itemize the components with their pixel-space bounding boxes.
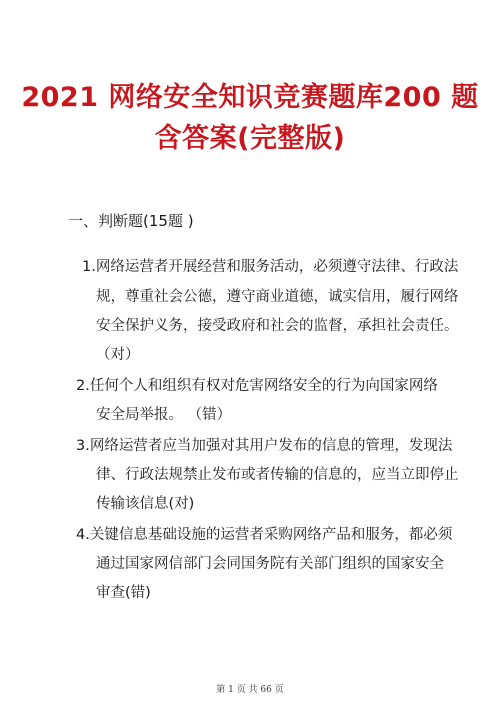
question-text-line: 通过国家网信部门会同国务院有关部门组织的国家安全 [96, 556, 444, 572]
question-text-line: 律、行政法规禁止发布或者传输的信息的，应当立即停止 [96, 467, 459, 483]
question-text-line: 安全保护义务，接受政府和社会的监督，承担社会责任。 [96, 318, 459, 334]
question-text-line: 2.任何个人和组织有权对危害网络安全的行为向国家网络 [76, 378, 438, 394]
question-text-line: 1.网络运营者开展经营和服务活动，必须遵守法律、行政法 [82, 259, 459, 275]
section-heading: 一、判断题(15题 ) [68, 212, 194, 230]
page-number-footer: 第 1 页 共 66 页 [216, 685, 284, 695]
question-text-line: 规，尊重社会公德，遵守商业道德，诚实信用，履行网络 [96, 289, 459, 305]
document-title-line-2: 含答案(完整版) [154, 123, 346, 154]
document-title-line-1: 2021 网络安全知识竞赛题库200 题 [21, 82, 479, 113]
question-text-line: 安全局举报。 （错） [96, 407, 232, 423]
question-answer: （对） [96, 347, 140, 363]
question-text-line: 审查(错) [96, 585, 151, 601]
question-text-line: 传输该信息(对) [96, 496, 195, 512]
question-text-line: 4.关键信息基础设施的运营者采购网络产品和服务，都必须 [76, 527, 453, 543]
question-text-line: 3.网络运营者应当加强对其用户发布的信息的管理，发现法 [76, 438, 453, 454]
